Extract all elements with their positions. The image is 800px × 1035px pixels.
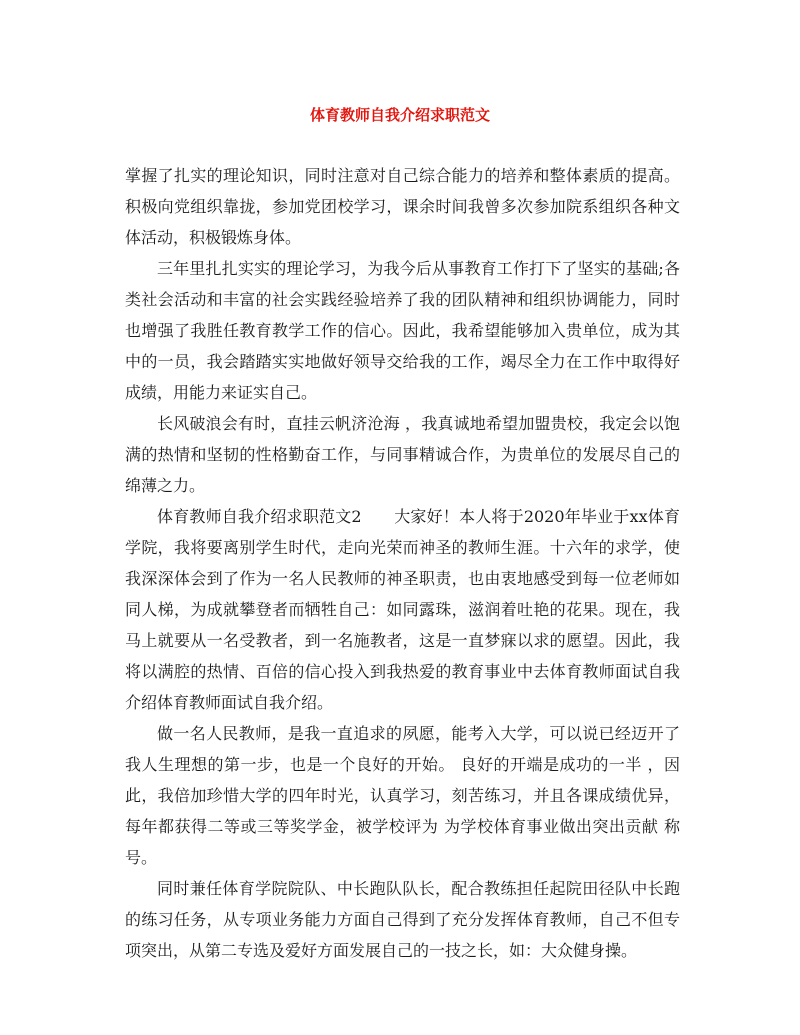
- document-body: [125, 160, 680, 966]
- paragraph-6: 同时兼任体育学院院队、中长跑队队长，配合教练担任起院田径队中长跑的练习任务，从专项业务能力方面自己得到了充分发挥体育教师，自己不但专项突出，从第二专选及爱好方面发展自己的一技之长，如：大众健身操。: [125, 879, 680, 960]
- document-title: 体育教师自我介绍求职范文: [309, 106, 490, 124]
- paragraph-5: 做一名人民教师，是我一直追求的夙愿，能考入大学，可以说已经迈开了我人生理想的第一步，也是一个良好的开始。 良好的开端是成功的一半 ，因此，我倍加珍惜大学的四年时光，认真学习，刻苦练习，并且各课成绩优异，每年都获得二等或三等奖学金，被学校评为 为学校体育事业做出突出贡献 称号。: [125, 724, 680, 867]
- paragraph-3: 长风破浪会有时，直挂云帆济沧海 ，我真诚地希望加盟贵校，我定会以饱满的热情和坚韧的性格勤奋工作，与同事精诚合作，为贵单位的发展尽自己的绵薄之力。: [125, 414, 680, 495]
- paragraph-4: 体育教师自我介绍求职范文2 大家好！本人将于2020年毕业于xx体育学院，我将要离别学生时代，走向光荣而神圣的教师生涯。十六年的求学，使我深深体会到了作为一名人民教师的神圣职责，也由衷地感受到每一位老师如同人梯，为成就攀登者而牺牲自己：如同露珠，滋润着吐艳的花果。现在，我马上就要从一名受教者，到一名施教者，这是一直梦寐以求的愿望。因此，我将以满腔的热情、百倍的信心投入到我热爱的教育事业中去体育教师面试自我介绍体育教师面试自我介绍。: [125, 507, 680, 712]
- paragraph-2: 三年里扎扎实实的理论学习，为我今后从事教育工作打下了坚实的基础;各类社会活动和丰富的社会实践经验培养了我的团队精神和组织协调能力，同时也增强了我胜任教育教学工作的信心。因此，我希望能够加入贵单位，成为其中的一员，我会踏踏实实地做好领导交给我的工作，竭尽全力在工作中取得好成绩，用能力来证实自己。: [125, 259, 680, 402]
- paragraph-1: 掌握了扎实的理论知识，同时注意对自己综合能力的培养和整体素质的提高。积极向党组织靠拢，参加党团校学习，课余时间我曾多次参加院系组织各种文体活动，积极锻炼身体。: [125, 166, 680, 247]
